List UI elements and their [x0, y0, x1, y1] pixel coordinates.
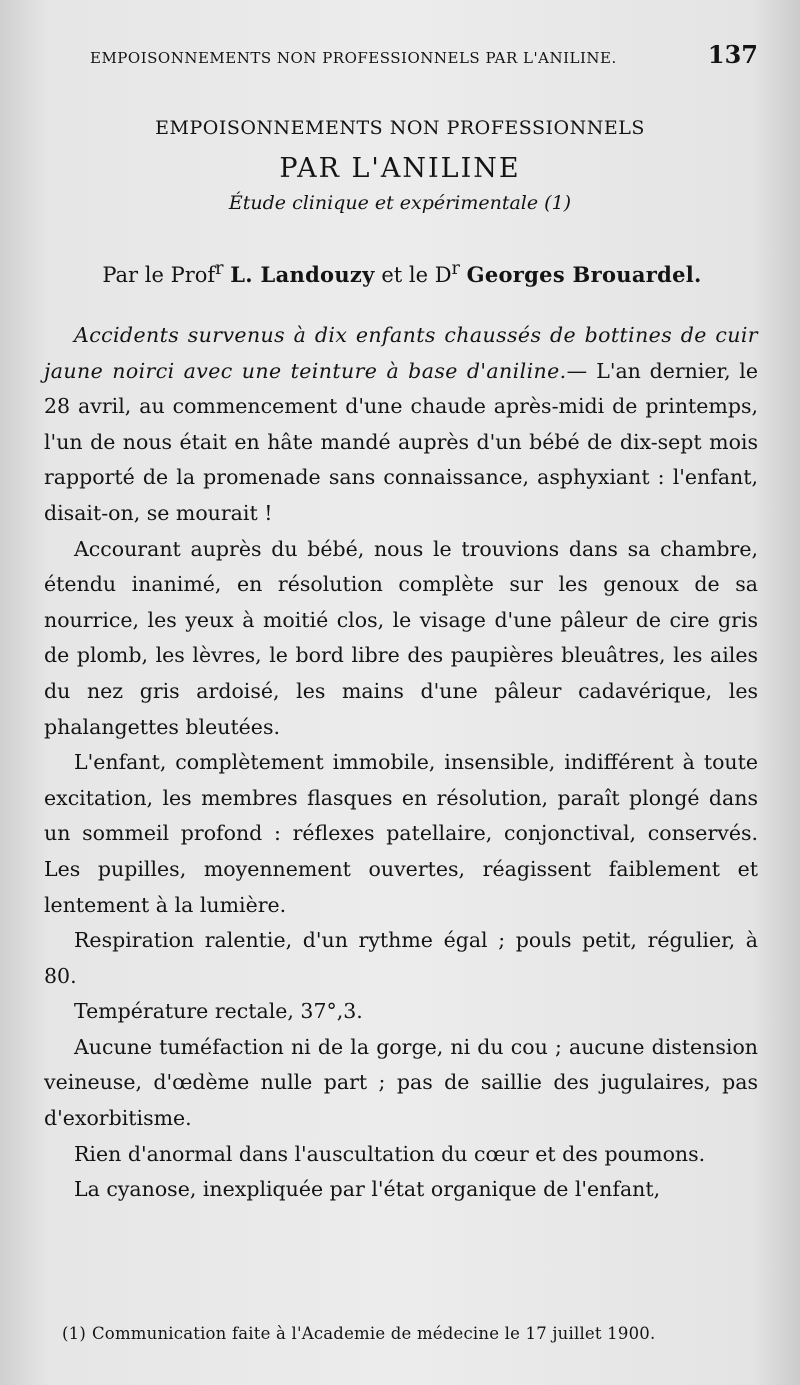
paragraph-1-text: L'an dernier, le 28 avril, au commencement d'une chaude après-midi de printemps, l'un de nous était en hâte mandé auprès d'un bébé de dix-sept mois rapporté de la promenade sans connaissance, asphyxiant : l'enfant, disait-on, se mourait ! — [44, 358, 758, 525]
paragraph-5: Température rectale, 37°,3. — [74, 999, 363, 1024]
paragraph-1-lead: Accidents survenus à dix enfants chaussés de bottines de cuir jaune noirci avec une teinture à base d'aniline.— — [44, 323, 758, 383]
page-number: 137 — [707, 40, 758, 69]
article-title-line2: PAR L'ANILINE — [279, 153, 521, 184]
byline-title-sup-1: r — [215, 259, 224, 279]
byline-title-sup-2: r — [451, 259, 460, 279]
byline-middle: et le D — [381, 263, 452, 287]
paragraph-8: La cyanose, inexpliquée par l'état organique de l'enfant, — [74, 1177, 661, 1202]
footnote-text: Communication faite à l'Academie de médecine le 17 juillet 1900. — [91, 1324, 656, 1343]
paragraph-2: Accourant auprès du bébé, nous le trouvions dans sa chambre, étendu inanimé, en résolution complète sur les genoux de sa nourrice, les yeux à moitié clos, le visage d'une pâleur de cire gris de plomb, les lèvres, le bord libre des paupières bleuâtres, les ailes du nez gris ardoisé, les mains d'une pâleur cadavérique, les phalangettes bleutées. — [44, 536, 758, 739]
article-subtitle: Étude clinique et expérimentale (1) — [228, 192, 572, 214]
author-name-2: Georges Brouardel. — [466, 262, 702, 287]
paragraph-4: Respiration ralentie, d'un rythme égal ; pouls petit, régulier, à 80. — [44, 928, 758, 988]
paragraph-6: Aucune tuméfaction ni de la gorge, ni du cou ; aucune distension veineuse, d'œdème nulle part ; pas de saillie des jugulaires, pas d'exorbitisme. — [44, 1034, 758, 1131]
running-head — [90, 40, 758, 69]
paragraph-1 — [44, 318, 758, 532]
running-head-title: EMPOISONNEMENTS NON PROFESSIONNELS PAR L'ANILINE. — [90, 49, 617, 67]
footnote-number: (1) — [62, 1324, 86, 1343]
article-body — [44, 318, 758, 1208]
author-name-1: L. Landouzy — [230, 262, 375, 287]
footnote — [62, 1324, 760, 1343]
byline-prefix: Par le Prof — [102, 263, 216, 287]
article-title-line1: EMPOISONNEMENTS NON PROFESSIONNELS — [155, 117, 645, 139]
article-heading — [40, 117, 760, 214]
byline — [44, 259, 760, 287]
paragraph-3: L'enfant, complètement immobile, insensible, indifférent à toute excitation, les membres flasques en résolution, paraît plongé dans un sommeil profond : réflexes patellaire, conjonctival, conservés. Les pupilles, moyennement ouvertes, réagissent faiblement et lentement à la lumière. — [44, 750, 758, 917]
paragraph-7: Rien d'anormal dans l'auscultation du cœur et des poumons. — [74, 1141, 706, 1166]
